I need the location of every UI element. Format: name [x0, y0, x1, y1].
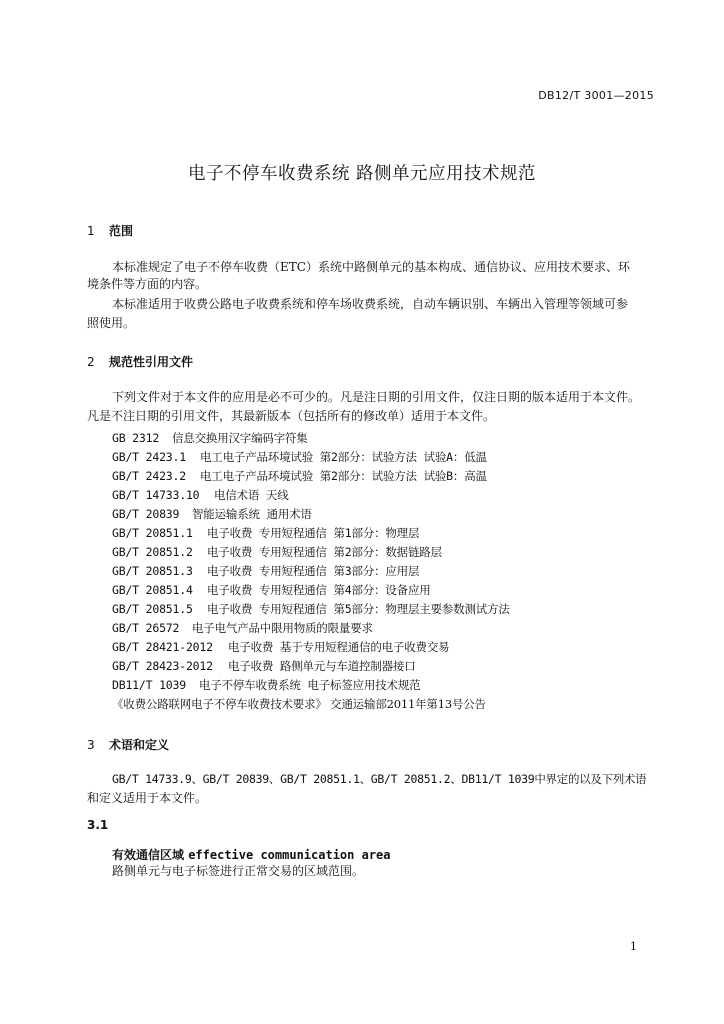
reference-title: 信息交换用汉字编码字符集 — [172, 431, 308, 445]
document-title: 电子不停车收费系统 路侧单元应用技术规范 — [187, 164, 537, 184]
reference-item — [112, 487, 289, 503]
reference-title: 电子收费 路侧单元与车道控制器接口 — [228, 659, 416, 673]
reference-title: 电子收费 基于专用短程通信的电子收费交易 — [228, 640, 450, 654]
paragraph-line: 下列文件对于本文件的应用是必不可少的。凡是注日期的引用文件，仅注日期的版本适用于本文件。 — [112, 390, 641, 404]
paragraph-line: 和定义适用于本文件。 — [87, 791, 208, 805]
term-zh: 有效通信区域 — [112, 848, 185, 862]
section-heading — [87, 353, 193, 370]
section-heading — [87, 222, 133, 239]
section-title: 术语和定义 — [109, 738, 170, 752]
section-heading — [87, 736, 169, 753]
page-number: 1 — [630, 940, 637, 953]
reference-code: GB 2312 — [112, 431, 160, 445]
reference-item — [112, 582, 431, 598]
reference-item — [112, 620, 373, 636]
reference-code: DB11/T 1039 — [112, 678, 186, 692]
reference-item — [112, 449, 487, 465]
reference-title: 电子不停车收费系统 电子标签应用技术规范 — [199, 678, 421, 692]
reference-code: GB/T 20851.4 — [112, 583, 193, 597]
term-en: effective communication area — [188, 848, 391, 862]
reference-title: 电信术语 天线 — [214, 488, 289, 502]
paragraph-line: 照使用。 — [87, 316, 136, 330]
reference-title: 电工电子产品环境试验 第2部分：试验方法 试验A：低温 — [200, 450, 487, 464]
reference-title: 智能运输系统 通用术语 — [192, 507, 312, 521]
reference-item — [112, 601, 510, 617]
reference-title: 电子电气产品中限用物质的限量要求 — [192, 621, 373, 635]
clause-number: 3.1 — [87, 818, 109, 832]
reference-item — [112, 677, 420, 693]
reference-title: 电子收费 专用短程通信 第1部分：物理层 — [207, 526, 420, 540]
reference-item — [112, 658, 416, 674]
section-title: 范围 — [109, 224, 134, 238]
term-definition: 路侧单元与电子标签进行正常交易的区域范围。 — [112, 864, 365, 878]
reference-item — [112, 563, 419, 579]
reference-title: 电子收费 专用短程通信 第5部分：物理层主要参数测试方法 — [207, 602, 510, 616]
paragraph-line: 凡是不注日期的引用文件，其最新版本（包括所有的修改单）适用于本文件。 — [87, 409, 496, 423]
reference-item — [112, 430, 308, 446]
reference-code: GB/T 14733.10 — [112, 488, 200, 502]
reference-item — [112, 639, 449, 655]
reference-code: GB/T 28423-2012 — [112, 659, 213, 673]
reference-code: GB/T 28421-2012 — [112, 640, 213, 654]
section-number: 2 — [87, 355, 95, 369]
reference-item — [112, 525, 419, 541]
section-number: 3 — [87, 738, 95, 752]
section-number: 1 — [87, 224, 95, 238]
reference-title: 电子收费 专用短程通信 第3部分：应用层 — [207, 564, 420, 578]
reference-code: GB/T 2423.1 — [112, 450, 186, 464]
paragraph-line: 本标准适用于收费公路电子收费系统和停车场收费系统，自动车辆识别、车辆出入管理等领域可参 — [112, 297, 629, 311]
reference-code: GB/T 20851.1 — [112, 526, 193, 540]
paragraph-line: 境条件等方面的内容。 — [87, 277, 208, 291]
reference-code: GB/T 20851.5 — [112, 602, 193, 616]
reference-item: 《收费公路联网电子不停车收费技术要求》 交通运输部2011年第13号公告 — [112, 697, 486, 711]
reference-code: GB/T 20839 — [112, 507, 180, 521]
reference-code: GB/T 26572 — [112, 621, 180, 635]
reference-item — [112, 544, 442, 560]
reference-item — [112, 506, 312, 522]
standard-code: DB12/T 3001—2015 — [538, 89, 654, 102]
reference-code: GB/T 20851.3 — [112, 564, 193, 578]
reference-title: 电工电子产品环境试验 第2部分：试验方法 试验B：高温 — [200, 469, 487, 483]
reference-code: GB/T 20851.2 — [112, 545, 193, 559]
paragraph-line: GB/T 14733.9、GB/T 20839、GB/T 20851.1、GB/T 20851.2、DB11/T 1039中界定的以及下列术语 — [112, 772, 647, 786]
section-title: 规范性引用文件 — [109, 355, 194, 369]
reference-code: GB/T 2423.2 — [112, 469, 186, 483]
reference-title: 电子收费 专用短程通信 第4部分：设备应用 — [207, 583, 431, 597]
paragraph-line: 本标准规定了电子不停车收费（ETC）系统中路侧单元的基本构成、通信协议、应用技术要求、环 — [112, 260, 630, 274]
reference-title: 电子收费 专用短程通信 第2部分：数据链路层 — [207, 545, 442, 559]
reference-item — [112, 468, 487, 484]
